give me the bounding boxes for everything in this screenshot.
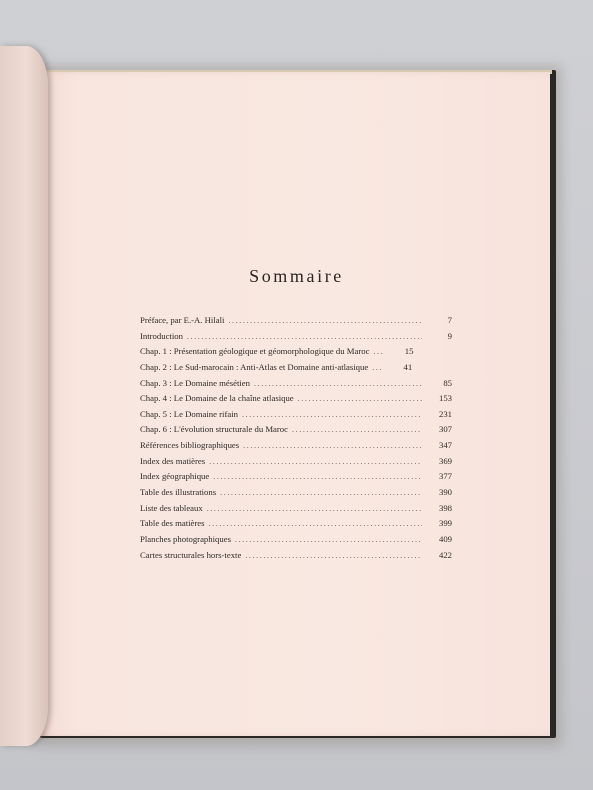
toc-entry	[140, 331, 452, 347]
toc-entry	[140, 471, 452, 487]
toc-entry-label: Table des illustrations	[140, 487, 217, 498]
toc-entry	[140, 393, 452, 409]
toc-entry-label: Table des matières	[140, 518, 205, 529]
left-page-edge	[0, 46, 48, 746]
page-title: Sommaire	[249, 266, 344, 286]
toc-entry-label: Chap. 4 : Le Domaine de la chaîne atlasique	[140, 393, 294, 404]
leader-dots	[235, 535, 422, 544]
toc-entry	[140, 362, 452, 378]
toc-entry	[140, 534, 452, 550]
toc-entry-page: 399	[438, 518, 452, 529]
toc-entry-page: 369	[438, 455, 452, 466]
leader-dots	[373, 347, 383, 356]
toc-entry-label: Chap. 1 : Présentation géologique et géomorphologique du Maroc	[140, 346, 370, 357]
toc-entry-page: 85	[443, 377, 452, 388]
toc-entry	[140, 487, 452, 503]
leader-dots	[372, 363, 382, 372]
toc-entry-page: 307	[438, 424, 452, 435]
toc-entry-label: Chap. 6 : L'évolution structurale du Maroc	[140, 424, 289, 435]
toc-entry-page: 422	[438, 549, 452, 560]
toc-entry-label: Introduction	[140, 330, 183, 341]
toc-entry-page: 153	[438, 393, 452, 404]
toc-entry	[140, 518, 452, 534]
leader-dots	[254, 379, 422, 388]
toc-entry-label: Cartes structurales hors-texte	[140, 549, 242, 560]
toc-entry-page: 347	[438, 440, 452, 451]
leader-dots	[298, 394, 422, 403]
toc-entry	[140, 456, 452, 472]
toc-entry	[140, 346, 452, 362]
toc-entry-page: 377	[438, 471, 452, 482]
toc-entry	[140, 315, 452, 331]
toc-entry	[140, 409, 452, 425]
toc-entry-page: 41	[403, 361, 413, 372]
leader-dots	[292, 425, 422, 434]
toc-entry-label: Préface, par E.-A. Hilali	[140, 315, 225, 325]
leader-dots	[209, 457, 422, 466]
leader-dots	[245, 551, 422, 560]
toc-entry-label: Planches photographiques	[140, 533, 231, 544]
toc-entry-page: 7	[447, 315, 452, 325]
toc-entry-page: 398	[438, 502, 452, 513]
toc-entry-label: Index géographique	[140, 471, 210, 482]
toc-entry-label: Liste des tableaux	[140, 502, 203, 513]
toc-entry-page: 231	[438, 408, 452, 419]
toc-entry	[140, 503, 452, 519]
leader-dots	[243, 441, 422, 450]
leader-dots	[213, 472, 422, 481]
toc-entry	[140, 440, 452, 456]
leader-dots	[228, 316, 422, 325]
toc-entry-label: Chap. 5 : Le Domaine rifain	[140, 408, 238, 419]
toc-entry-label: Chap. 2 : Le Sud-marocain : Anti-Atlas et Domaine anti-atlasique	[140, 361, 369, 372]
table-of-contents	[140, 315, 452, 565]
toc-entry-page: 390	[438, 487, 452, 498]
toc-entry	[140, 378, 452, 394]
toc-entry-label: Index des matières	[140, 455, 206, 466]
leader-dots	[209, 519, 422, 528]
toc-entry-label: Références bibliographiques	[140, 440, 240, 451]
leader-dots	[220, 488, 422, 497]
toc-entry	[140, 424, 452, 440]
toc-entry-page: 409	[438, 533, 452, 544]
leader-dots	[242, 410, 422, 419]
toc-entry-page: 15	[404, 346, 414, 357]
toc-entry	[140, 550, 452, 566]
leader-dots	[187, 332, 422, 341]
toc-entry-label: Chap. 3 : Le Domaine mésétien	[140, 377, 251, 388]
toc-entry-page: 9	[447, 330, 452, 341]
leader-dots	[207, 504, 422, 513]
